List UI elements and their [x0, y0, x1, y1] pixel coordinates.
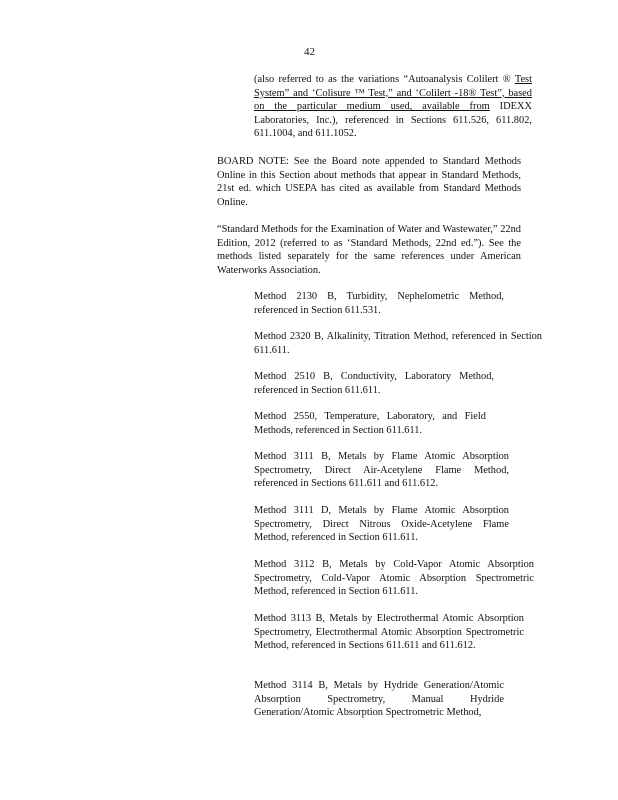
method-entry: Method 3112 B, Metals by Cold-Vapor Atomic Absorption Spectrometry, Cold-Vapor Atomic Absorption Spectrometric Method, referenced in Section 611.611.	[254, 559, 534, 598]
board-note-paragraph: BOARD NOTE: See the Board note appended to Standard Methods Online in this Section about methods that appear in Standard Methods, 21st ed. which USEPA has cited as available from Standard Methods Online.	[217, 156, 521, 208]
method-entry: Method 3113 B, Metals by Electrothermal Atomic Absorption Spectrometry, Electrothermal Atomic Absorption Spectrometric Method, referenced in Sections 611.611 and 611.612.	[254, 613, 524, 652]
method-entry: Method 3111 D, Metals by Flame Atomic Absorption Spectrometry, Direct Nitrous Oxide-Acetylene Flame Method, referenced in Section 611.611.	[254, 505, 509, 544]
standard-methods-paragraph: “Standard Methods for the Examination of Water and Wastewater,” 22nd Edition, 2012 (referred to as ‘Standard Methods, 22nd ed.”). See the methods listed separately for the same references under American Waterworks Association.	[217, 224, 521, 276]
method-entry: Method 2320 B, Alkalinity, Titration Method, referenced in Section 611.611.	[254, 331, 542, 356]
intro-text-start: (also referred to as the variations “Autoanalysis Colilert ®	[254, 74, 515, 85]
intro-text-underlined: Test System” and ‘Colisure ™ Test,” and ‘Colilert -18® Test”, based on the particular medium used, available from	[254, 74, 532, 113]
intro-paragraph	[254, 73, 532, 141]
method-entry: Method 2130 B, Turbidity, Nephelometric Method, referenced in Section 611.531.	[254, 291, 504, 316]
method-entry: Method 2510 B, Conductivity, Laboratory Method, referenced in Section 611.611.	[254, 371, 494, 396]
method-entry: Method 2550, Temperature, Laboratory, and Field Methods, referenced in Section 611.611.	[254, 411, 486, 436]
method-entry: Method 3114 B, Metals by Hydride Generation/Atomic Absorption Spectrometry, Manual Hydride Generation/Atomic Absorption Spectrometric Method,	[254, 680, 504, 719]
intro-text-end: IDEXX Laboratories, Inc.), referenced in Sections 611.526, 611.802, 611.1004, and 611.1052.	[254, 101, 532, 140]
method-entry: Method 3111 B, Metals by Flame Atomic Absorption Spectrometry, Direct Air-Acetylene Flame Method, referenced in Sections 611.611 and 611.612.	[254, 451, 509, 490]
page-number: 42	[304, 46, 315, 58]
